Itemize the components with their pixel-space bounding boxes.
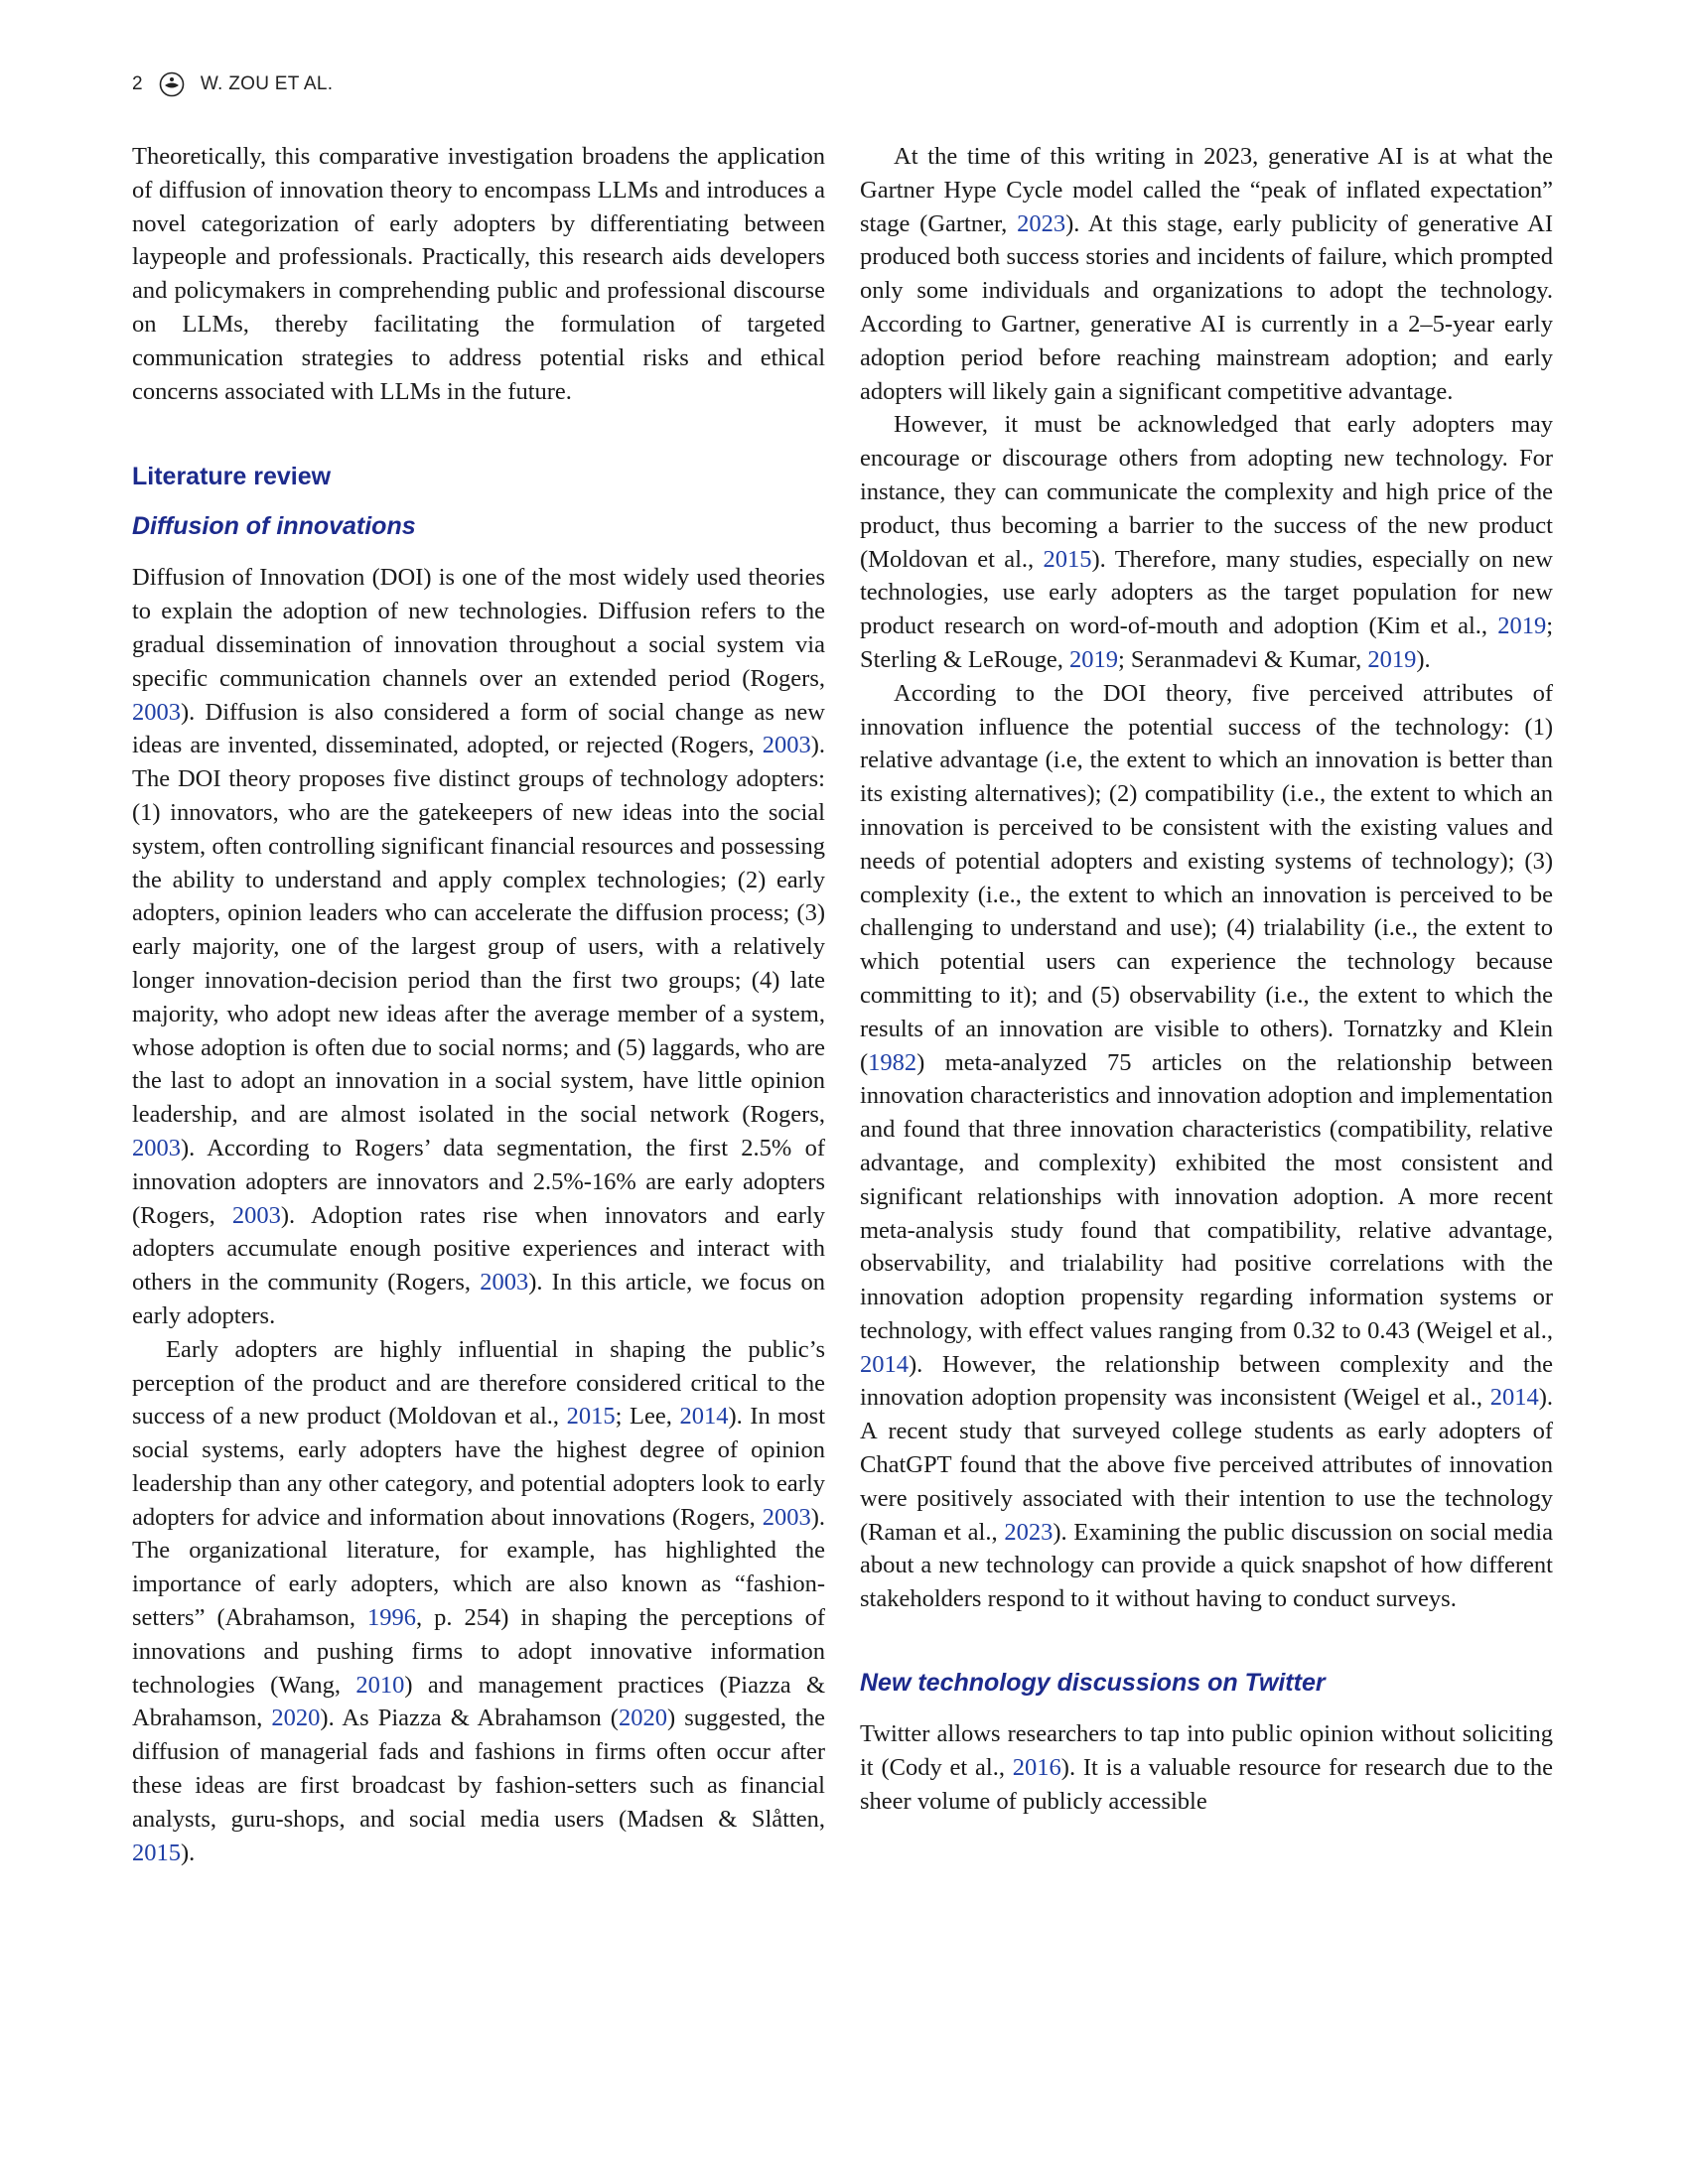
citation-link[interactable]: 2020	[271, 1705, 321, 1732]
citation-link[interactable]: 2019	[1497, 613, 1547, 640]
citation-link[interactable]: 2003	[132, 698, 181, 726]
citation-link[interactable]: 2020	[618, 1705, 667, 1732]
intro-paragraph: Theoretically, this comparative investigation broadens the application of diffusion of innovation theory to encompass LLMs and introduces a novel categorization of early adopters by differentiating between laypeople and professionals. Practically, this research aids developers and policymakers in comprehending public and professional discourse on LLMs, thereby facilitating the formulation of targeted communication strategies to address potential risks and ethical concerns associated with LLMs in the future.	[132, 143, 825, 405]
running-head-authors: W. ZOU ET AL.	[200, 73, 334, 94]
running-head	[132, 69, 333, 99]
paragraph-twitter	[860, 1717, 1553, 1818]
citation-link[interactable]: 2019	[1367, 645, 1417, 673]
paragraph-early-adopters-influence	[860, 408, 1553, 676]
page-number: 2	[132, 73, 143, 94]
left-column	[132, 140, 825, 1869]
paragraph-text: ). However, the relationship between complexity and the innovation adoption propensity was inconsistent (Weigel et al.,	[860, 1350, 1553, 1412]
citation-link[interactable]: 2014	[1489, 1384, 1539, 1412]
journal-logo-icon	[159, 71, 185, 97]
paragraph-text: ). Adoption rates rise when innovators and early adopters accumulate enough positive experiences and interact with others in the community (Rogers,	[132, 1201, 825, 1297]
citation-link[interactable]: 2019	[1068, 645, 1118, 673]
citation-link[interactable]: 2015	[566, 1403, 616, 1431]
paragraph-text: ). In this article, we focus on early adopters.	[132, 1269, 825, 1329]
paragraph-text: However, it must be acknowledged that early adopters may encourage or discourage others from adopting new technology. For instance, they can communicate the complexity and high price of the product, thus becoming a barrier to the success of the new product (Moldovan et al.,	[860, 411, 1553, 573]
citation-link[interactable]: 2016	[1012, 1753, 1061, 1781]
paragraph-text: ). According to Rogers’ data segmentation, the first 2.5% of innovation adopters are innovators and 2.5%-16% are early adopters (Rogers,	[132, 1134, 825, 1229]
citation-link[interactable]: 2014	[679, 1403, 729, 1431]
paragraph-text: At the time of this writing in 2023, generative AI is at what the Gartner Hype Cycle model called the “peak of inflated expectation” stage (Gartner,	[860, 143, 1553, 237]
paragraph-text: ) suggested, the diffusion of managerial fads and fashions in firms often occur after these ideas are first broadcast by fashion-setters such as financial analysts, guru-shops, and social media users (Madsen & Slåtten,	[132, 1705, 825, 1833]
paragraph-text: ). As Piazza & Abrahamson (	[320, 1705, 619, 1732]
citation-link[interactable]: 1996	[366, 1604, 416, 1632]
citation-link[interactable]: 2015	[132, 1839, 181, 1866]
citation-link[interactable]: 2010	[355, 1671, 405, 1699]
citation-link[interactable]: 2003	[762, 1503, 811, 1531]
citation-link[interactable]: 2014	[860, 1350, 909, 1378]
paragraph-text: ). Diffusion is also considered a form of social change as new ideas are invented, disseminated, adopted, or rejected (Rogers,	[132, 698, 825, 759]
paragraph-text: ; Sterling & LeRouge,	[860, 613, 1553, 673]
paragraph-text: ). The organizational literature, for example, has highlighted the importance of early adopters, which are also known as “fashion-setters” (Abrahamson,	[132, 1503, 825, 1632]
paragraph-text: According to the DOI theory, five perceived attributes of innovation influence the potential success of the technology: (1) relative advantage (i.e, the extent to which an innovation is better than its existing alternatives); (2) compatibility (i.e., the extent to which an innovation is perceived to be consistent with the existing values and needs of potential adopters and existing systems of technology); (3) complexity (i.e., the extent to which an innovation is perceived to be challenging to understand and use); (4) trialability (i.e., the extent to which potential users can experience the technology because committing to it); and (5) observability (i.e., the extent to which the results of an innovation are visible to others). Tornatzky and Klein (	[860, 679, 1553, 1076]
paragraph-text: ). Examining the public discussion on social media about a new technology can provide a quick snapshot of how different stakeholders respond to it without having to conduct surveys.	[860, 1518, 1553, 1613]
paragraph-text: ). In most social systems, early adopters have the highest degree of opinion leadership than any other category, and potential adopters look to early adopters for advice and information about innovations (Rogers,	[132, 1403, 826, 1531]
paragraph-gartner	[860, 140, 1553, 408]
citation-link[interactable]: 2023	[1017, 209, 1066, 237]
paragraph-text: ).	[1416, 645, 1431, 673]
citation-link[interactable]: 1982	[868, 1048, 917, 1076]
citation-link[interactable]: 2003	[480, 1269, 529, 1297]
paragraph-text: Diffusion of Innovation (DOI) is one of the most widely used theories to explain the adoption of new technologies. Diffusion refers to the gradual dissemination of innovation throughout a social system via specific communication channels over an extended period (Rogers,	[132, 564, 825, 692]
paragraph-text: ). Therefore, many studies, especially on new technologies, use early adopters as the target population for new product research on word-of-mouth and adoption (Kim et al.,	[860, 545, 1553, 640]
citation-link[interactable]: 2003	[762, 732, 811, 759]
paragraph-early-adopters	[132, 1333, 825, 1870]
citation-link[interactable]: 2003	[132, 1134, 181, 1161]
paragraph-text: Twitter allows researchers to tap into public opinion without soliciting it (Cody et al.,	[860, 1720, 1553, 1781]
paragraph-text: ) meta-analyzed 75 articles on the relationship between innovation characteristics and innovation adoption and implementation and found that three innovation characteristics (compatibility, relative advantage, and complexity) exhibited the most consistent and significant relationships with innovation adoption. A more recent meta-analysis study found that compatibility, relative advantage, observability, and trialability had positive correlations with the innovation adoption propensity regarding information systems or technology, with effect values ranging from 0.32 to 0.43 (Weigel et al.,	[860, 1048, 1553, 1344]
paragraph-text: ) and management practices (Piazza & Abrahamson,	[132, 1671, 826, 1732]
paragraph-perceived-attributes	[860, 677, 1553, 1616]
paragraph-text: ). A recent study that surveyed college students as early adopters of ChatGPT found that the above five perceived attributes of innovation were positively associated with their intention to use the technology (Raman et al.,	[860, 1384, 1553, 1546]
subsection-heading-diffusion: Diffusion of innovations	[132, 512, 416, 541]
paragraph-text: ).	[181, 1839, 196, 1866]
paragraph-text: ; Seranmadevi & Kumar,	[1117, 645, 1368, 673]
citation-link[interactable]: 2015	[1043, 545, 1092, 573]
citation-link[interactable]: 2003	[231, 1201, 281, 1229]
paragraph-doi	[132, 561, 825, 1332]
paragraph-text: ). The DOI theory proposes five distinct groups of technology adopters: (1) innovators, who are the gatekeepers of new ideas into the social system, often controlling significant financial resources and possessing the ability to understand and apply complex technologies; (2) early adopters, opinion leaders who can accelerate the diffusion process; (3) early majority, one of the largest group of users, with a relatively longer innovation-decision period than the first two groups; (4) late majority, who adopt new ideas after the average member of a system, whose adoption is often due to social norms; and (5) laggards, who are the last to adopt an innovation in a social system, have little opinion leadership, and are almost isolated in the social network (Rogers,	[132, 732, 825, 1129]
citation-link[interactable]: 2023	[1004, 1518, 1054, 1546]
subsection-heading-twitter: New technology discussions on Twitter	[860, 1669, 1326, 1698]
paragraph-text: ). At this stage, early publicity of generative AI produced both success stories and incidents of failure, which prompted only some individuals and organizations to adopt the technology. According to Gartner, generative AI is currently in a 2–5-year early adoption period before reaching mainstream adoption; and early adopters will likely gain a significant competitive advantage.	[860, 209, 1553, 405]
paragraph-text: ). It is a valuable resource for research due to the sheer volume of publicly accessible	[860, 1753, 1553, 1815]
paragraph-text: , p. 254) in shaping the perceptions of innovations and pushing firms to adopt innovative information technologies (Wang,	[132, 1604, 825, 1699]
section-heading-literature-review: Literature review	[132, 463, 332, 491]
right-column	[860, 140, 1553, 1818]
paragraph-text: ; Lee,	[615, 1403, 680, 1431]
paragraph-text: Early adopters are highly influential in shaping the public’s perception of the product and are therefore considered critical to the success of a new product (Moldovan et al.,	[132, 1335, 825, 1431]
